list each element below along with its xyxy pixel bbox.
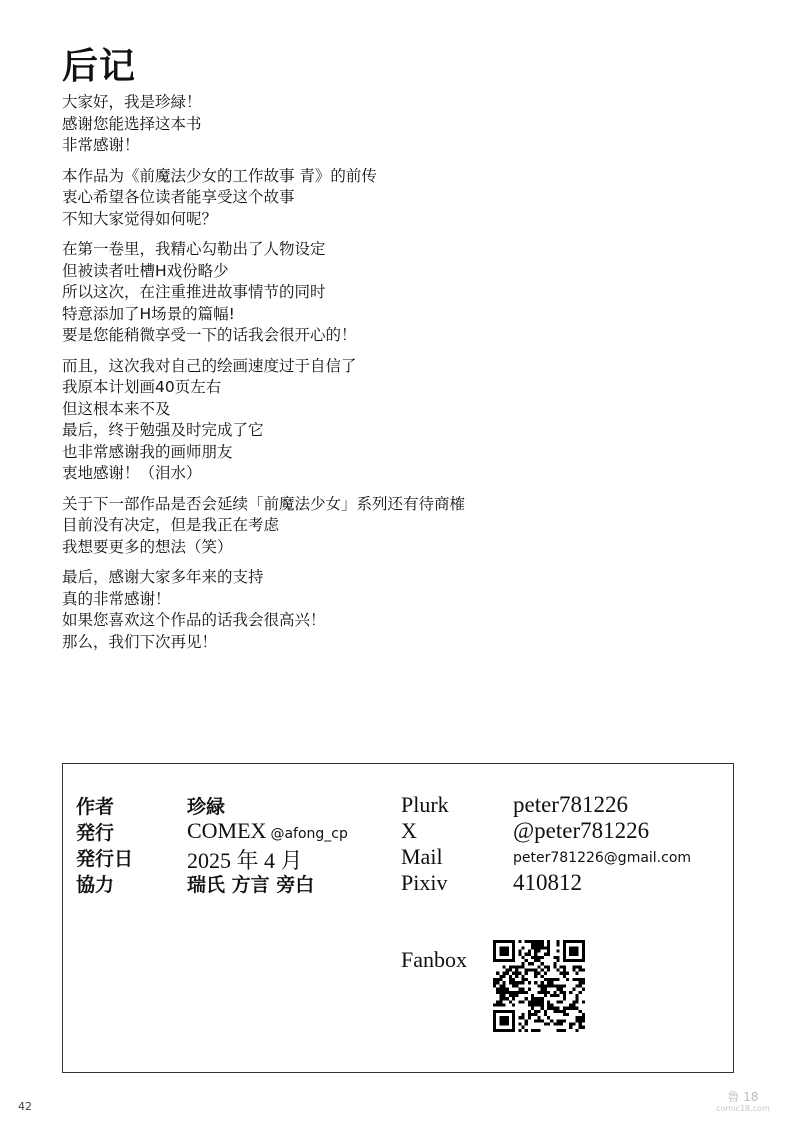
x-value: @peter781226 [513,818,650,843]
text-line: 所以这次，在注重推进故事情节的同时 [62,283,326,301]
publisher-label: 発行 [76,822,115,844]
text-line: 但被读者吐槽H戏份略少 [62,261,229,280]
mail-value: peter781226@gmail.com [513,850,692,866]
paragraph [62,356,742,485]
watermark-bottom: comic18.com [716,1104,770,1113]
text-line: 衷地感谢！（泪水） [62,464,202,482]
credit-row-date [63,844,733,873]
date-value: 2025 年 4 月 [187,848,303,873]
text-line: 而且，这次我对自己的绘画速度过于自信了 [62,356,357,375]
credits-box [62,763,734,1073]
publisher-value [187,818,348,844]
text-line: 关于下一部作品是否会延续「前魔法少女」系列还有待商榷 [62,494,466,513]
text-line: 真的非常感谢！ [62,589,171,608]
text-line: 不知大家觉得如何呢？ [62,209,218,228]
mail-label: Mail [401,844,443,869]
text-line: 如果您喜欢这个作品的话我会很高兴！ [62,611,326,629]
x-label: X [401,818,417,843]
paragraph [62,567,742,653]
text-line: 感谢您能选择这本书 [62,114,202,133]
credit-row-author [63,792,733,818]
page-title: 后记 [62,46,137,87]
watermark-top: 魯 18 [727,1090,759,1104]
afterword-text [62,92,742,662]
text-line: 最后，感谢大家多年来的支持 [62,568,264,586]
paragraph [62,92,742,157]
plurk-value: peter781226 [513,792,628,817]
watermark-logo [712,1090,774,1120]
qr-code-icon [493,940,585,1032]
text-line: 衷心希望各位读者能享受这个故事 [62,188,295,206]
author-value: 珍緑 [187,796,226,818]
coop-label: 協力 [76,874,115,896]
text-line: 我原本计划画40页左右 [62,378,222,396]
paragraph [62,239,742,347]
page-number: 42 [18,1100,32,1113]
text-line: 特意添加了H场景的篇幅! [62,304,235,323]
pixiv-label: Pixiv [401,870,448,895]
text-line: 最后，终于勉强及时完成了它 [62,421,264,439]
coop-value: 瑞氏 方言 旁白 [187,874,315,896]
date-label: 発行日 [76,848,134,870]
pixiv-value: 410812 [513,870,582,895]
publisher-name: COMEX [187,818,267,843]
text-line: 但这根本来不及 [62,399,171,418]
paragraph [62,494,742,559]
publisher-handle: @afong_cp [270,826,348,842]
plurk-label: Plurk [401,792,449,817]
credit-row-publisher [63,818,733,844]
text-line: 那么，我们下次再见！ [62,632,218,651]
text-line: 目前没有决定，但是我正在考虑 [62,516,280,534]
text-line: 在第一卷里，我精心勾勒出了人物设定 [62,240,326,258]
text-line: 大家好，我是珍緑！ [62,93,202,111]
text-line: 也非常感谢我的画师朋友 [62,442,233,461]
text-line: 要是您能稍微享受一下的话我会很开心的！ [62,326,357,344]
paragraph [62,166,742,231]
fanbox-label: Fanbox [401,947,467,972]
text-line: 本作品为《前魔法少女的工作故事 青》的前传 [62,166,377,185]
author-label: 作者 [76,796,115,818]
text-line: 我想要更多的想法（笑） [62,537,233,556]
credit-row-coop [63,870,733,896]
text-line: 非常感谢！ [62,136,140,154]
